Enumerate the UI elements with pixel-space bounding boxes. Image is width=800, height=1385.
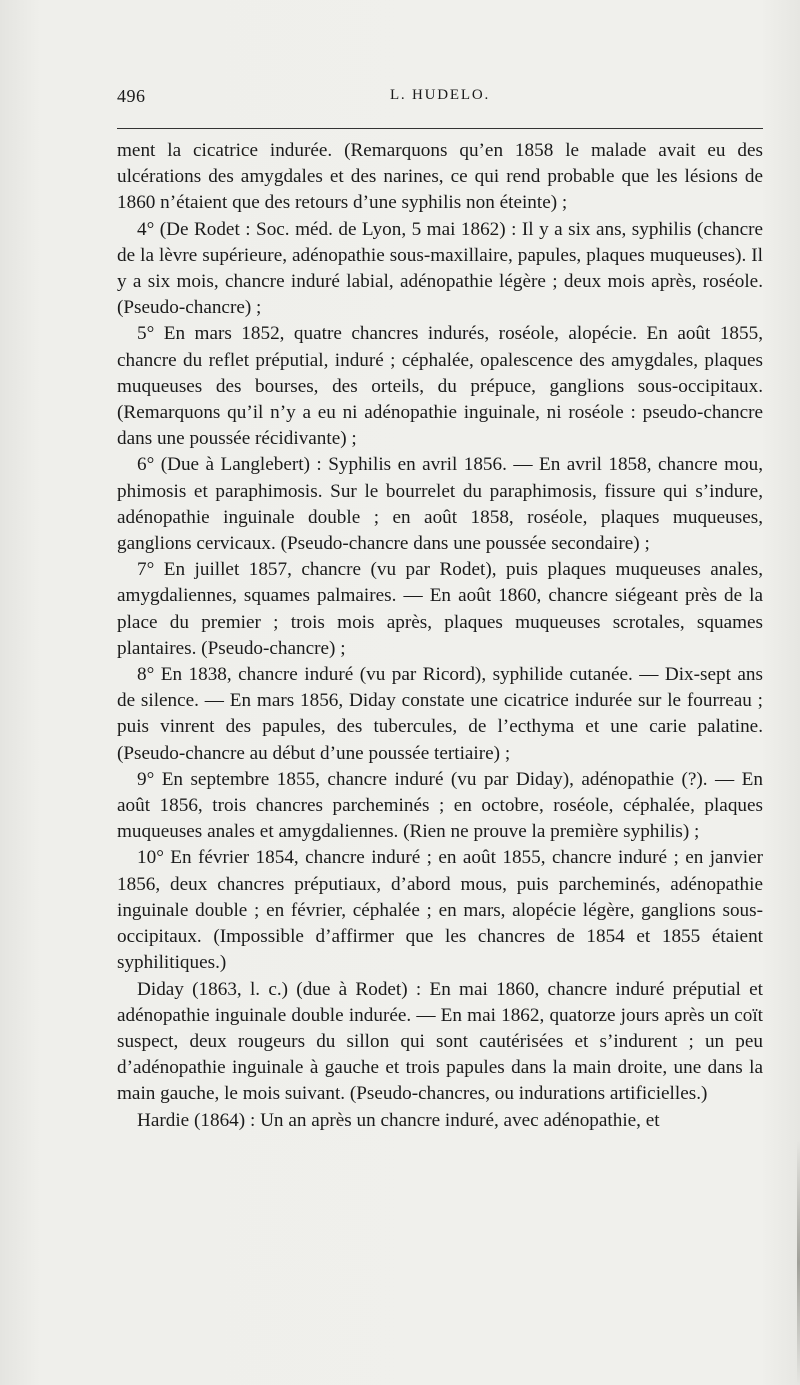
body-text [117, 138, 763, 1134]
paragraph [117, 845, 763, 976]
para-text: 4° (De Rodet : Soc. méd. de Lyon, 5 mai 1862) : Il y a six ans, syphilis (chancre de la lèvre supérieure, adénopathie sous-maxillaire, papules, plaques muqueuses). Il y a six mois, chancre induré labial, adénopathie légère ; deux mois après, roséole. (Pseudo-chancre) ; [117, 218, 763, 319]
running-head: L. HUDELO. [389, 87, 491, 103]
para-text: 6° (Due à Langlebert) : Syphilis en avril 1856. — En avril 1858, chancre mou, phimosis et paraphimosis. Sur le bourrelet du paraphimosis, fissure qui s’indure, adénopathie inguinale double ; en août 1858, roséole, plaques muqueuses, ganglions cervicaux. (Pseudo-chancre dans une poussée secondaire) ; [117, 454, 763, 555]
para-text: 7° En juillet 1857, chancre (vu par Rodet), puis plaques muqueuses anales, amygdaliennes, squames palmaires. — En août 1860, chancre siégeant près de la place du premier ; trois mois après, plaques muqueuses scrotales, squames plantaires. (Pseudo-chancre) ; [117, 559, 763, 659]
paragraph [117, 321, 763, 452]
para-text: 9° En septembre 1855, chancre induré (vu par Diday), adénopathie (?). — En août 1856, trois chancres parcheminés ; en octobre, roséole, céphalée, plaques muqueuses anales et amygdaliennes. (Rien ne prouve la première syphilis) ; [117, 768, 763, 843]
paragraph [117, 138, 763, 217]
paragraph [117, 452, 763, 557]
paragraph [117, 977, 763, 1108]
para-text: 5° En mars 1852, quatre chancres indurés, roséole, alopécie. En août 1855, chancre du reflet préputial, induré ; céphalée, opalescence des amygdales, plaques muqueuses des bourses, des orteils, du prépuce, ganglions sous-occipitaux. (Remarquons qu’il n’y a eu ni adénopathie inguinale, ni roséole : pseudo-chancre dans une poussée récidivante) ; [117, 323, 763, 450]
header-rule [117, 128, 763, 129]
paragraph [117, 1108, 763, 1134]
page-number: 496 [117, 86, 146, 106]
para-text: 10° En février 1854, chancre induré ; en août 1855, chancre induré ; en janvier 1856, deux chancres préputiaux, d’abord mous, puis parcheminés, adénopathie inguinale double ; en février, céphalée ; en mars, alopécie légère, ganglions sous-occipitaux. (Impossible d’affirmer que les chancres de 1854 et 1855 étaient syphilitiques.) [117, 847, 763, 974]
paragraph [117, 557, 763, 662]
paragraph [117, 662, 763, 767]
para-text: Hardie (1864) : Un an après un chancre induré, avec adénopathie, et [137, 1109, 660, 1131]
para-text: 8° En 1838, chancre induré (vu par Ricord), syphilide cutanée. — Dix-sept ans de silence. — En mars 1856, Diday constate une cicatrice indurée sur le fourreau ; puis vinrent des papules, des tubercules, de l’ecthyma et une carie palatine. (Pseudo-chancre au début d’une poussée tertiaire) ; [117, 664, 763, 764]
paragraph [117, 767, 763, 846]
para-text: ment la cicatrice indurée. (Remarquons qu’en 1858 le malade avait eu des ulcérations des amygdales et des narines, ce qui rend probable que les lésions de 1860 n’étaient que des retours d’une syphilis non éteinte) ; [117, 140, 763, 214]
para-text: Diday (1863, l. c.) (due à Rodet) : En mai 1860, chancre induré préputial et adénopathie inguinale double indurée. — En mai 1862, quatorze jours après un coït suspect, deux rougeurs du sillon qui sont cautérisées et s’indurent ; un peu d’adénopathie inguinale à gauche et trois papules dans la main droite, une dans la main gauche, le mois suivant. (Pseudo-chancres, ou indurations artificielles.) [117, 978, 763, 1105]
paragraph [117, 217, 763, 322]
page-header [117, 86, 763, 110]
